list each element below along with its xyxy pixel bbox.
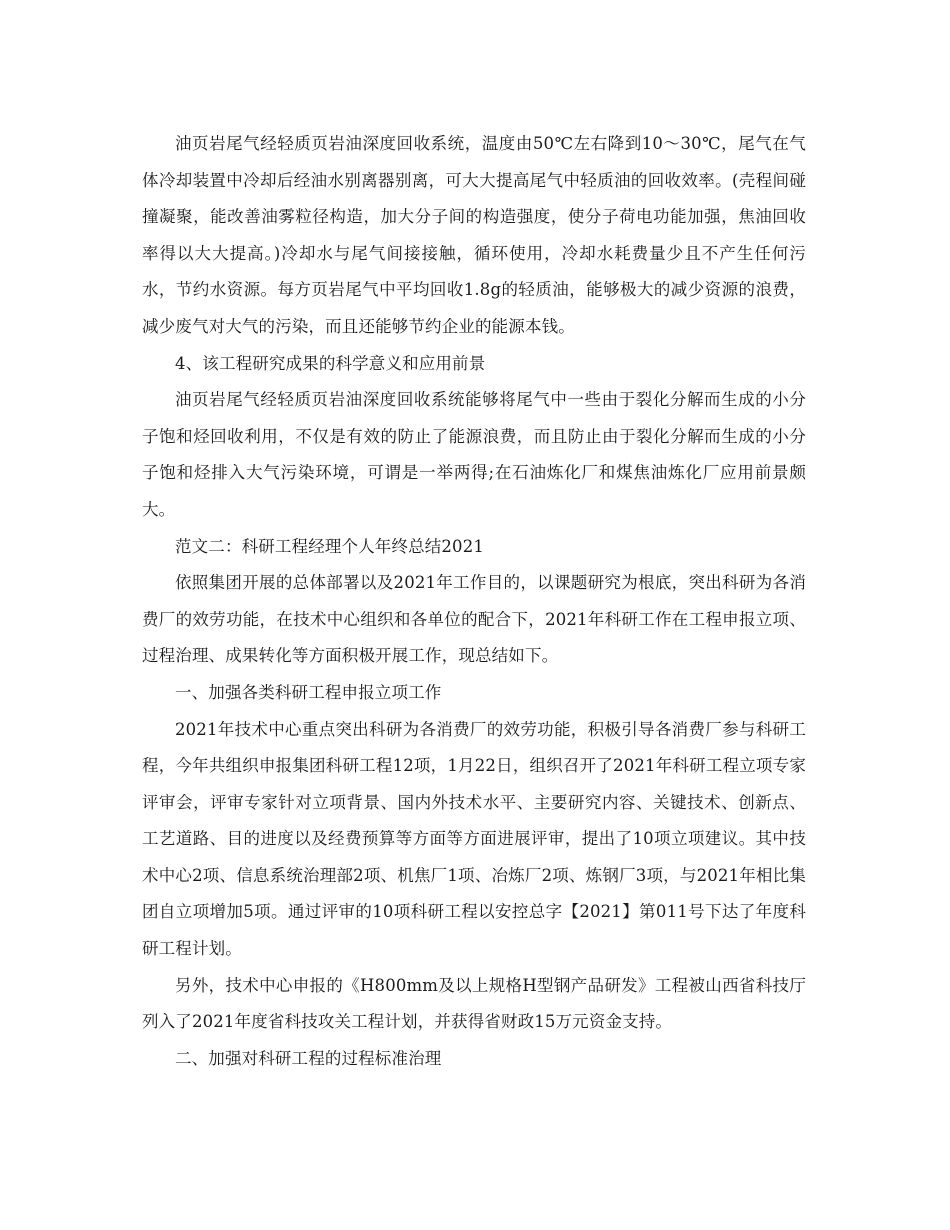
document-body xyxy=(142,126,806,1077)
paragraph-provincial-project: 另外，技术中心申报的《H800mm及以上规格H型钢产品研发》工程被山西省科技厅列入了2021年度省科技攻关工程计划，并获得省财政15万元资金支持。 xyxy=(142,975,806,1032)
paragraph-summary-intro: 依照集团开展的总体部署以及2021年工作目的，以课题研究为根底，突出科研为各消费厂的效劳功能，在技术中心组织和各单位的配合下，2021年科研工作在工程申报立项、过程治理、成果转化等方面积极开展工作，现总结如下。 xyxy=(142,573,806,666)
section-heading-project-application: 一、加强各类科研工程申报立项工作 xyxy=(175,682,442,702)
section-heading-significance: 4、该工程研究成果的科学意义和应用前景 xyxy=(175,353,486,373)
paragraph-recovery-efficiency: 油页岩尾气经轻质页岩油深度回收系统，温度由50℃左右降到10～30℃，尾气在气体冷却装置中冷却后经油水别离器别离，可大大提高尾气中轻质油的回收效率。(壳程间碰撞凝聚，能改善油雾粒径构造，加大分子间的构造强度，使分子荷电功能加强，焦油回收率得以大大提高。)冷却水与尾气间接接触，循环使用，冷却水耗费量少且不产生任何污水，节约水资源。每方页岩尾气中平均回收1.8g的轻质油，能够极大的减少资源的浪费，减少废气对大气的污染，而且还能够节约企业的能源本钱。 xyxy=(142,134,806,336)
paragraph-application-prospect: 油页岩尾气经轻质页岩油深度回收系统能够将尾气中一些由于裂化分解而生成的小分子饱和烃回收利用，不仅是有效的防止了能源浪费，而且防止由于裂化分解而生成的小分子饱和烃排入大气污染环境，可谓是一举两得;在石油炼化厂和煤焦油炼化厂应用前景颇大。 xyxy=(142,390,806,519)
paragraph-project-review: 2021年技术中心重点突出科研为各消费厂的效劳功能，积极引导各消费厂参与科研工程，今年共组织申报集团科研工程12项，1月22日，组织召开了2021年科研工程立项专家评审会，评审专家针对立项背景、国内外技术水平、主要研究内容、关键技术、创新点、工艺道路、目的进度以及经费预算等方面等方面进展评审，提出了10项立项建议。其中技术中心2项、信息系统治理部2项、机焦厂1项、冶炼厂2项、炼钢厂3项，与2021年相比集团自立项增加5项。通过评审的10项科研工程以安控总字【2021】第011号下达了年度科研工程计划。 xyxy=(142,719,806,959)
section-heading-sample-two: 范文二：科研工程经理个人年终总结2021 xyxy=(175,536,484,556)
section-heading-process-management: 二、加强对科研工程的过程标准治理 xyxy=(175,1048,442,1068)
